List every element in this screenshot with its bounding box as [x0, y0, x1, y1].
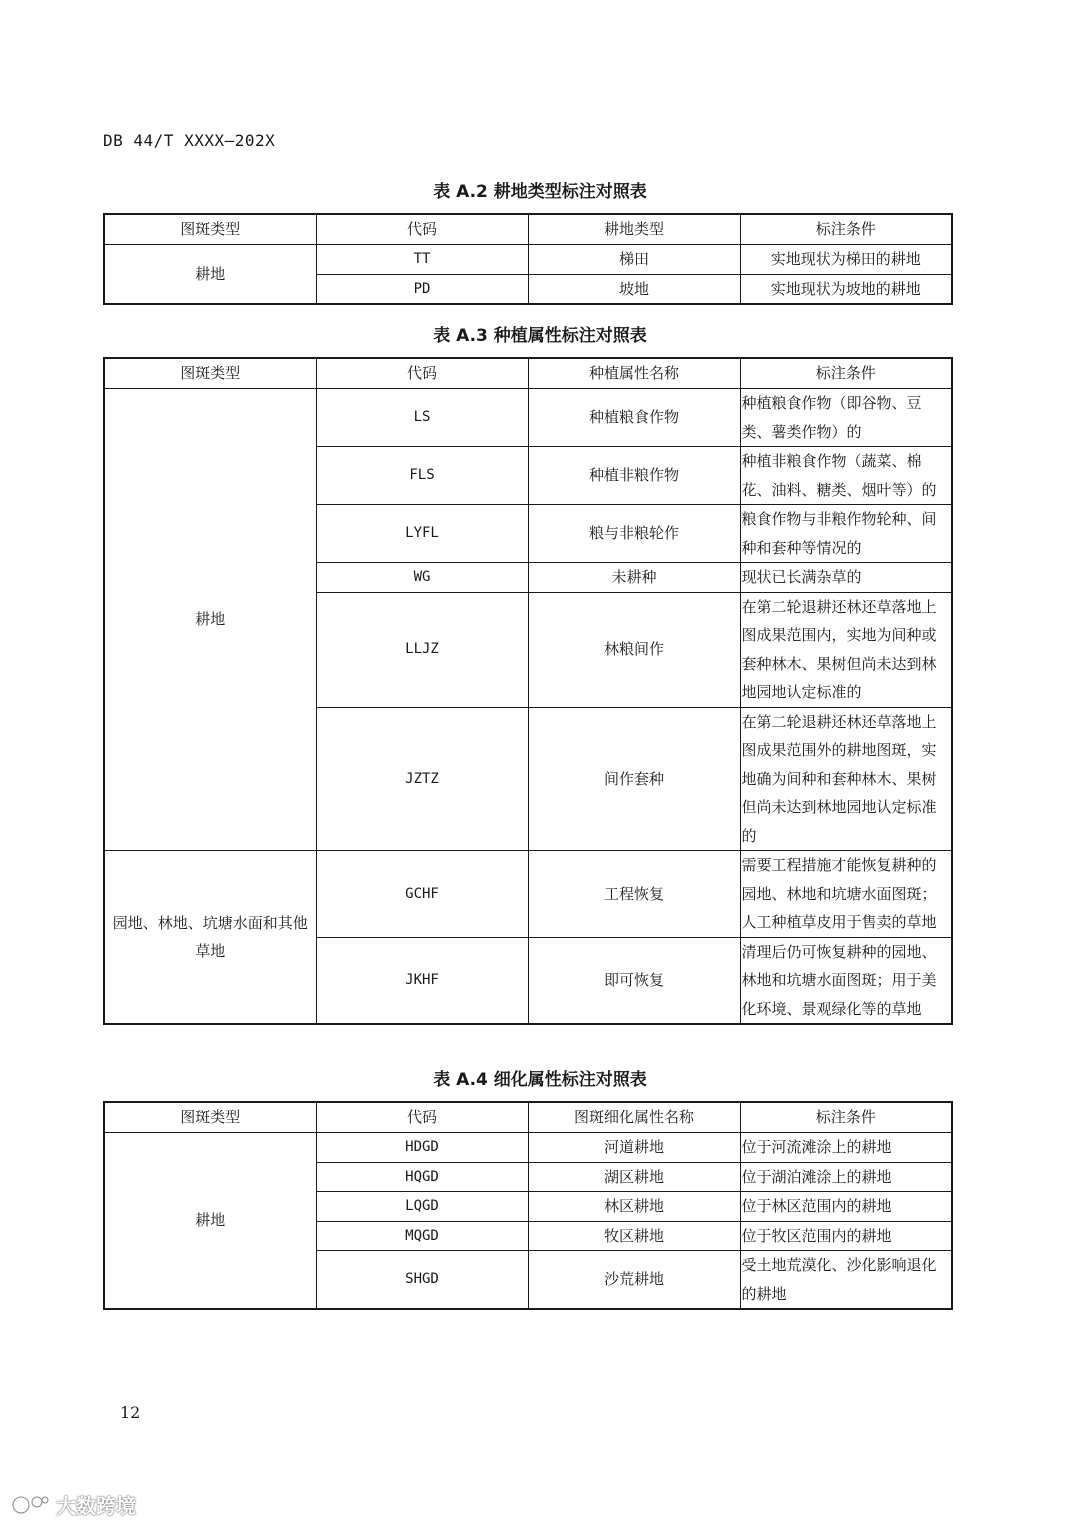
condition-cell: 需要工程措施才能恢复耕种的园地、林地和坑塘水面图斑；人工种植草皮用于售卖的草地 [740, 851, 952, 938]
code-cell: PD [316, 274, 528, 304]
header-cell: 标注条件 [740, 358, 952, 389]
group-cell: 耕地 [104, 1133, 316, 1310]
name-cell: 河道耕地 [528, 1133, 740, 1163]
table-header-row [104, 1102, 952, 1133]
header-cell: 标注条件 [740, 1102, 952, 1133]
table-row [104, 389, 952, 447]
header-cell: 图斑类型 [104, 1102, 316, 1133]
table-row [104, 245, 952, 275]
code-cell: FLS [316, 447, 528, 505]
brand-logo-icon [10, 1493, 50, 1517]
table-header-row [104, 214, 952, 245]
page-number: 12 [120, 1403, 141, 1422]
watermark-text: 大数跨境 [56, 1494, 136, 1518]
standard-code: DB 44/T XXXX—202X [103, 131, 276, 150]
header-cell: 图斑细化属性名称 [528, 1102, 740, 1133]
name-cell: 种植非粮作物 [528, 447, 740, 505]
name-cell: 间作套种 [528, 707, 740, 851]
name-cell: 未耕种 [528, 563, 740, 593]
code-cell: HDGD [316, 1133, 528, 1163]
name-cell: 粮与非粮轮作 [528, 505, 740, 563]
header-cell: 种植属性名称 [528, 358, 740, 389]
table-a3 [103, 357, 953, 1025]
condition-cell: 实地现状为梯田的耕地 [740, 245, 952, 275]
header-cell: 图斑类型 [104, 358, 316, 389]
code-cell: LQGD [316, 1192, 528, 1222]
header-cell: 代码 [316, 358, 528, 389]
table-header-row [104, 358, 952, 389]
code-cell: TT [316, 245, 528, 275]
condition-cell: 种植非粮食作物（蔬菜、棉花、油料、糖类、烟叶等）的 [740, 447, 952, 505]
header-cell: 耕地类型 [528, 214, 740, 245]
table-row [104, 851, 952, 938]
table-a3-title: 表 A.3 种植属性标注对照表 [433, 326, 647, 346]
name-cell: 坡地 [528, 274, 740, 304]
condition-cell: 粮食作物与非粮作物轮种、间种和套种等情况的 [740, 505, 952, 563]
name-cell: 种植粮食作物 [528, 389, 740, 447]
group-cell: 耕地 [104, 245, 316, 305]
code-cell: MQGD [316, 1221, 528, 1251]
name-cell: 林粮间作 [528, 592, 740, 707]
code-cell: SHGD [316, 1251, 528, 1310]
condition-cell: 在第二轮退耕还林还草落地上图成果范围内，实地为间种或套种林木、果树但尚未达到林地园地认定标准的 [740, 592, 952, 707]
code-cell: WG [316, 563, 528, 593]
condition-cell: 位于河流滩涂上的耕地 [740, 1133, 952, 1163]
table-a2-title: 表 A.2 耕地类型标注对照表 [433, 182, 647, 202]
group-cell: 耕地 [104, 389, 316, 851]
code-cell: LYFL [316, 505, 528, 563]
code-cell: LLJZ [316, 592, 528, 707]
name-cell: 即可恢复 [528, 937, 740, 1024]
condition-cell: 受土地荒漠化、沙化影响退化的耕地 [740, 1251, 952, 1310]
condition-cell: 种植粮食作物（即谷物、豆类、薯类作物）的 [740, 389, 952, 447]
code-cell: GCHF [316, 851, 528, 938]
name-cell: 沙荒耕地 [528, 1251, 740, 1310]
name-cell: 湖区耕地 [528, 1162, 740, 1192]
name-cell: 牧区耕地 [528, 1221, 740, 1251]
condition-cell: 现状已长满杂草的 [740, 563, 952, 593]
table-a4 [103, 1101, 953, 1310]
condition-cell: 位于林区范围内的耕地 [740, 1192, 952, 1222]
header-cell: 代码 [316, 1102, 528, 1133]
watermark [10, 1490, 136, 1519]
name-cell: 工程恢复 [528, 851, 740, 938]
header-cell: 代码 [316, 214, 528, 245]
condition-cell: 位于牧区范围内的耕地 [740, 1221, 952, 1251]
condition-cell: 在第二轮退耕还林还草落地上图成果范围外的耕地图斑，实地确为间种和套种林木、果树但尚未达到林地园地认定标准的 [740, 707, 952, 851]
group-cell: 园地、林地、坑塘水面和其他草地 [104, 851, 316, 1025]
header-cell: 图斑类型 [104, 214, 316, 245]
name-cell: 林区耕地 [528, 1192, 740, 1222]
name-cell: 梯田 [528, 245, 740, 275]
table-a4-title: 表 A.4 细化属性标注对照表 [433, 1070, 647, 1090]
header-cell: 标注条件 [740, 214, 952, 245]
condition-cell: 位于湖泊滩涂上的耕地 [740, 1162, 952, 1192]
table-a2 [103, 213, 953, 305]
code-cell: JZTZ [316, 707, 528, 851]
condition-cell: 实地现状为坡地的耕地 [740, 274, 952, 304]
table-row [104, 1133, 952, 1163]
condition-cell: 清理后仍可恢复耕种的园地、林地和坑塘水面图斑；用于美化环境、景观绿化等的草地 [740, 937, 952, 1024]
code-cell: HQGD [316, 1162, 528, 1192]
code-cell: LS [316, 389, 528, 447]
code-cell: JKHF [316, 937, 528, 1024]
